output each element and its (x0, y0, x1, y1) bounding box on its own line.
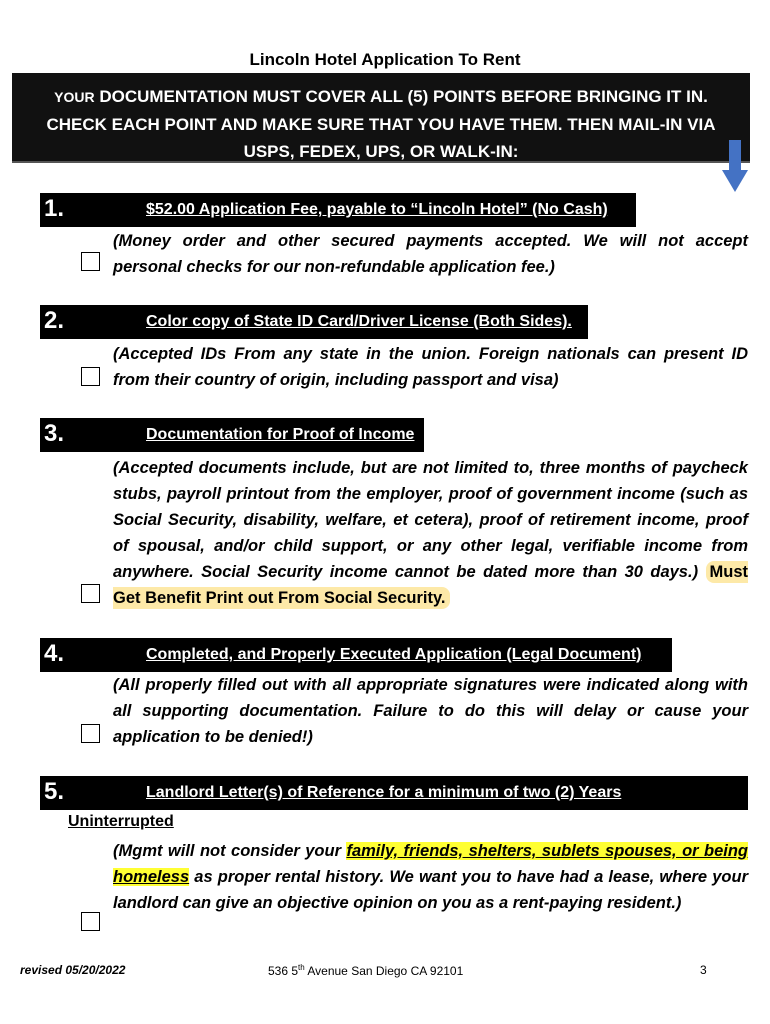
banner-prefix: YOUR (54, 89, 95, 105)
banner-line1: DOCUMENTATION MUST COVER ALL (5) POINTS BEFORE BRINGING IT IN. (99, 87, 708, 106)
item-1-checkbox[interactable] (81, 252, 100, 271)
revision-date: revised 05/20/2022 (20, 963, 126, 977)
item-5-body-pre: (Mgmt will not consider your (113, 842, 347, 860)
item-heading: Landlord Letter(s) of Reference for a minimum of two (2) Years (146, 784, 622, 801)
item-5-body (113, 838, 748, 916)
arrow-down-icon (722, 140, 748, 192)
item-1-header (40, 193, 636, 227)
item-5-heading-cont: Uninterrupted (68, 813, 174, 830)
address-post: Avenue San Diego CA 92101 (304, 964, 464, 978)
item-3-body (113, 455, 748, 611)
item-number: 1. (44, 195, 65, 222)
banner-line2: CHECK EACH POINT AND MAKE SURE THAT YOU HAVE THEM. THEN MAIL-IN VIA (46, 115, 716, 134)
item-heading: Completed, and Properly Executed Application (Legal Document) (146, 646, 642, 663)
item-4-body: (All properly filled out with all appropriate signatures were indicated along with all supporting documentation. Failure to do this will delay or cause your application to be denied!) (113, 676, 748, 746)
page-title: Lincoln Hotel Application To Rent (249, 50, 521, 69)
item-3-header (40, 418, 424, 452)
item-heading: $52.00 Application Fee, payable to “Lincoln Hotel” (No Cash) (146, 201, 608, 218)
benefit-printout-note: Must Get Benefit Print out From Social Security. (113, 563, 748, 607)
item-5-body-post: as proper rental history. We want you to have had a lease, where your landlord can give an objective opinion on you as a rent-paying resident.) (113, 868, 748, 912)
item-2-checkbox[interactable] (81, 367, 100, 386)
page-number: 3 (700, 963, 707, 977)
address-pre: 536 5 (268, 964, 299, 978)
item-4-header (40, 638, 672, 672)
item-1-body: (Money order and other secured payments accepted. We will not accept personal checks for our non-refundable application fee.) (113, 232, 748, 276)
item-number: 5. (44, 778, 65, 805)
item-2-header (40, 305, 588, 339)
instruction-banner (12, 73, 750, 163)
item-2-body: (Accepted IDs From any state in the union. Foreign nationals can present ID from their country of origin, including passport and visa) (113, 345, 748, 389)
item-3-body-text: (Accepted documents include, but are not limited to, three months of paycheck stubs, payroll printout from the employer, proof of government income (such as Social Security, disability, welfare, et cetera), proof of retirement income, proof of spousal, and/or child support, or any other legal, verifiable income from anywhere. Social Security income cannot be dated more than 30 days.) (113, 459, 748, 581)
item-heading: Documentation for Proof of Income (146, 426, 415, 443)
item-4-checkbox[interactable] (81, 724, 100, 743)
item-number: 4. (44, 640, 65, 667)
banner-line3: USPS, FEDEX, UPS, OR WALK-IN: (243, 142, 519, 161)
item-number: 3. (44, 420, 65, 447)
item-3-checkbox[interactable] (81, 584, 100, 603)
item-heading: Color copy of State ID Card/Driver License (Both Sides). (146, 313, 572, 330)
hotel-address (268, 963, 463, 978)
address-sup: th (298, 963, 305, 972)
rental-history-exclusions: family, friends, shelters, sublets spouses, or being homeless (113, 842, 749, 886)
item-number: 2. (44, 307, 65, 334)
item-5-checkbox[interactable] (81, 912, 100, 931)
item-5-header (40, 776, 748, 810)
